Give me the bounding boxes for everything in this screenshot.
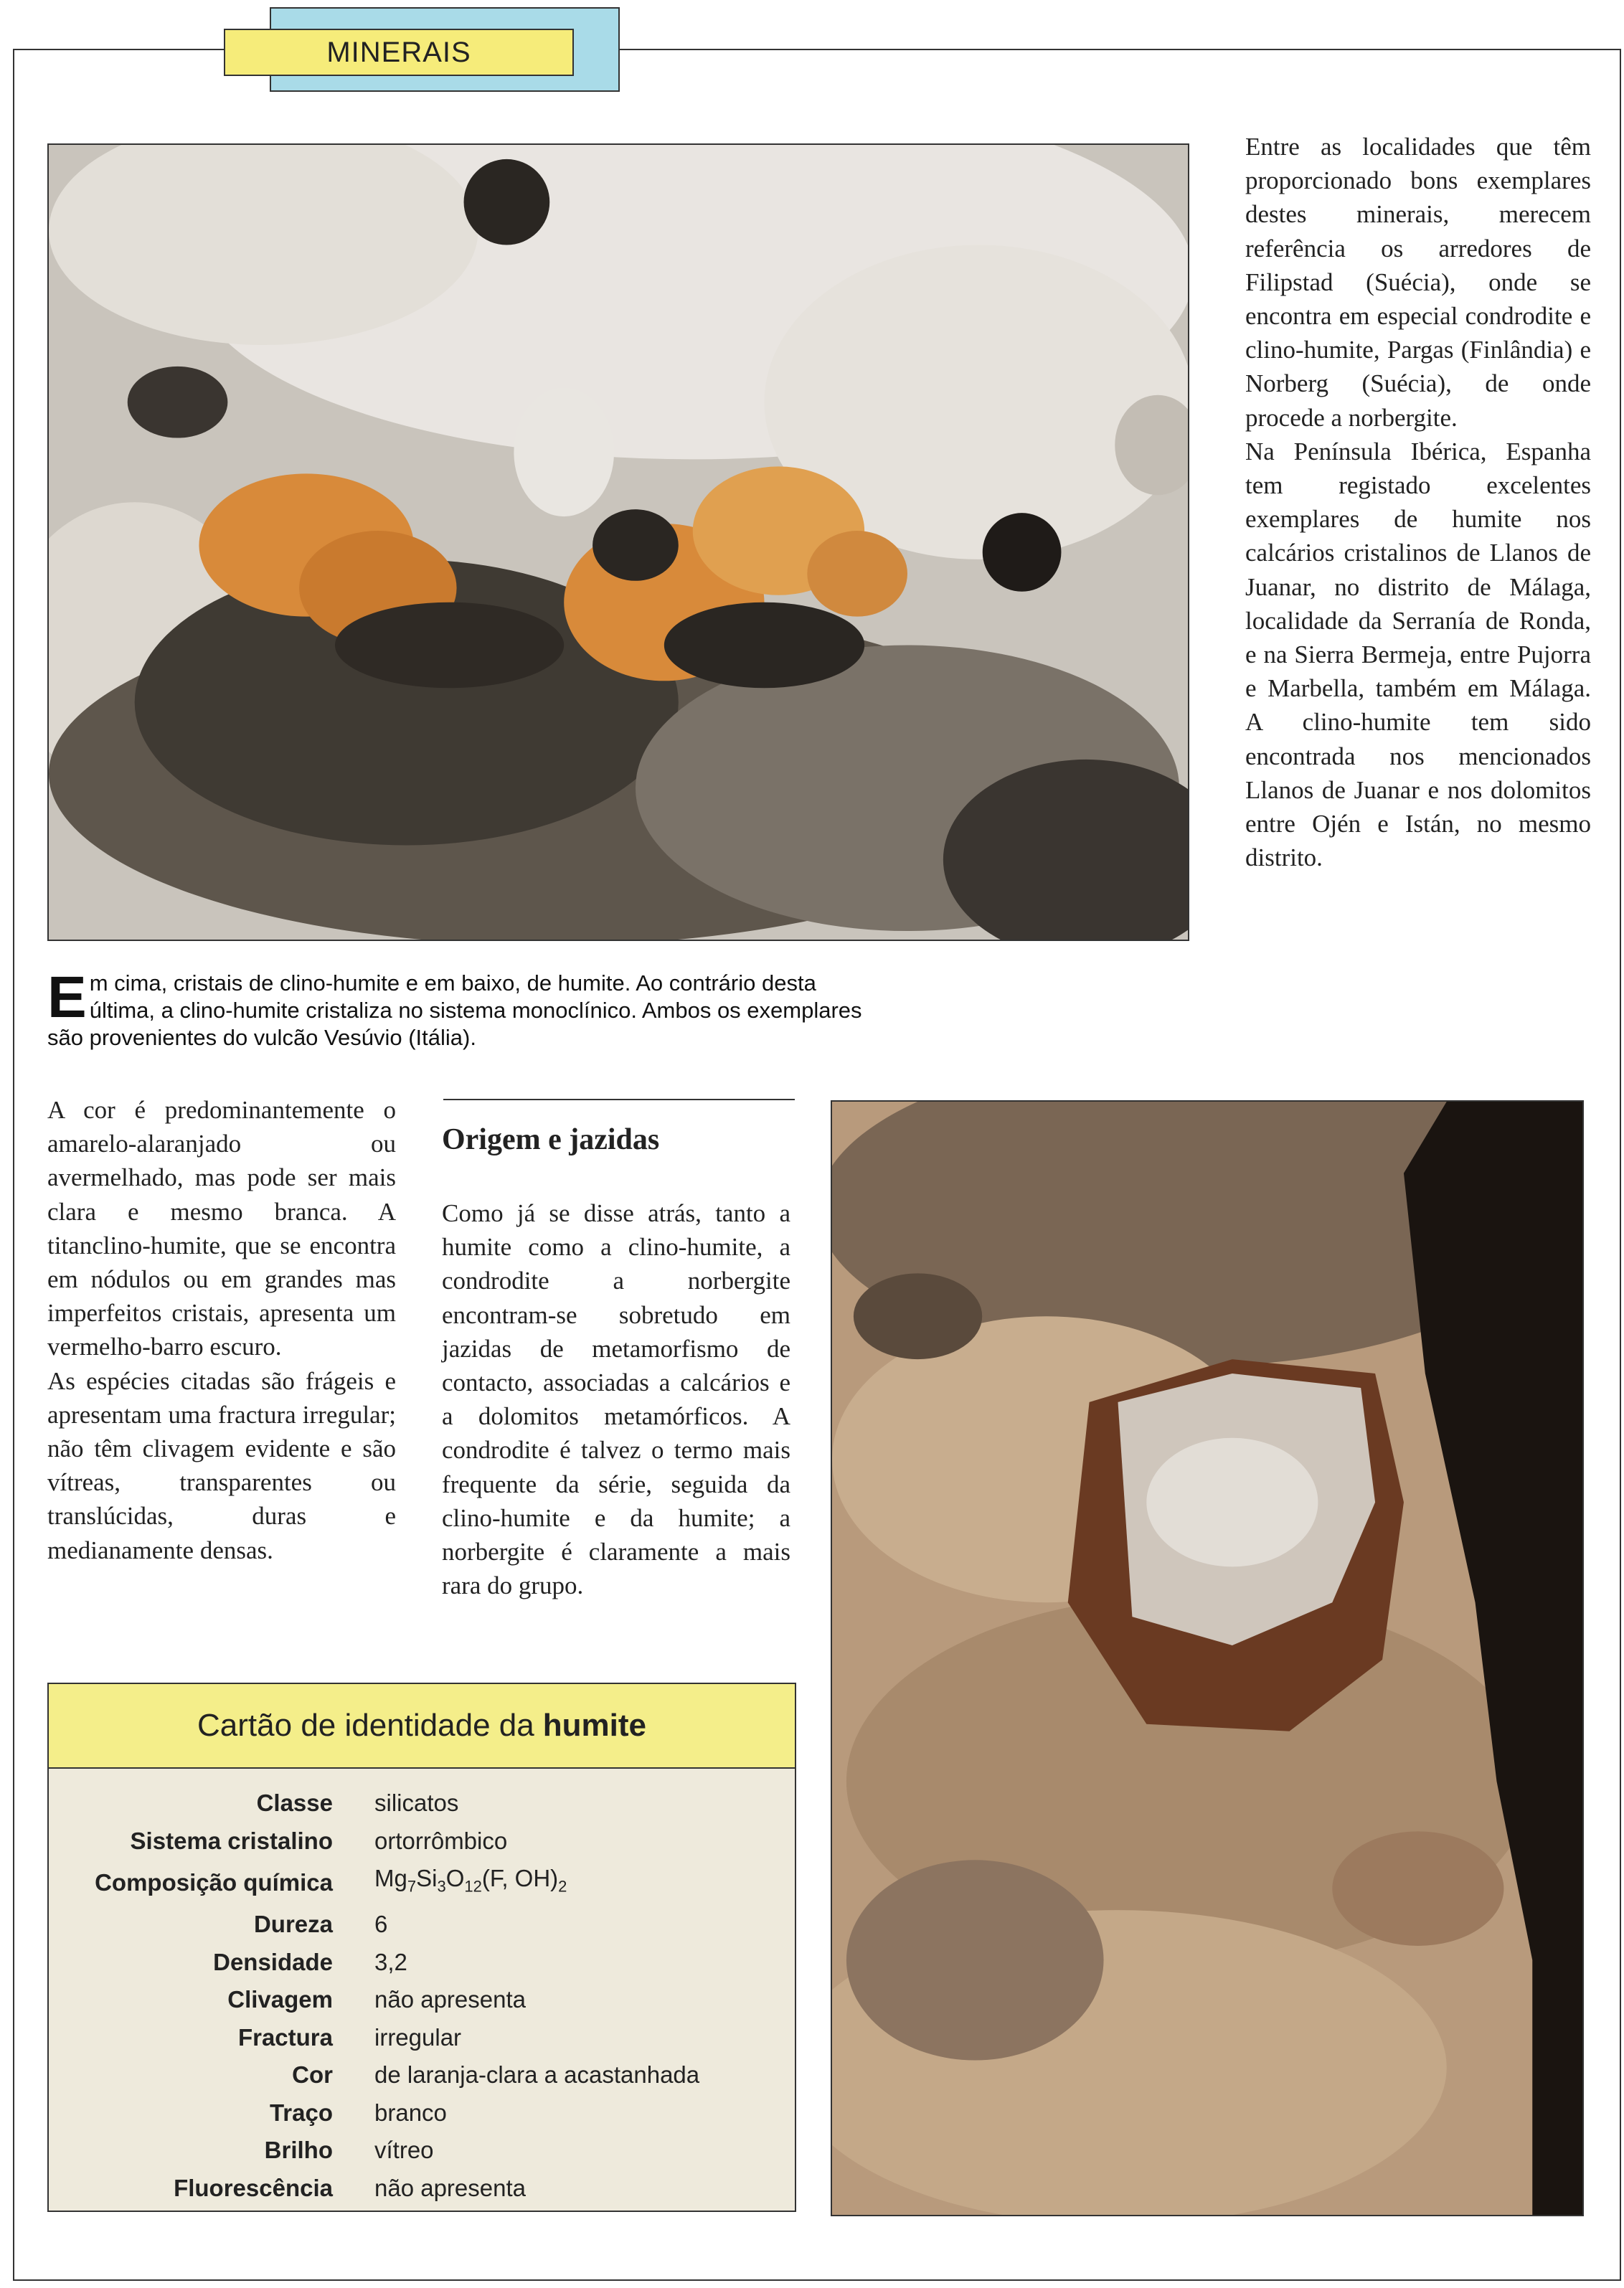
property-value: 6 — [374, 1911, 388, 1938]
paragraph: A cor é predominantemente o amarelo-alaranjado ou avermelhado, mas pode ser mais clara e mesmo branca. A titanclino-humite, que se encontra em nódulos ou em grandes mas imperfeitos cristais, apresenta um vermelho-barro escuro. — [47, 1096, 396, 1361]
paragraph: As espécies citadas são frágeis e apresentam uma fractura irregular; não têm clivagem evidente e são vítreas, transparentes ou translúcidas, duras e medianamente densas. — [47, 1366, 396, 1564]
top-mineral-photo — [47, 143, 1189, 941]
property-label: Densidade — [213, 1948, 333, 1975]
property-label: Classe — [256, 1790, 333, 1816]
property-label: Dureza — [253, 1911, 333, 1938]
top-mineral-illustration — [49, 145, 1188, 940]
identity-card-row — [49, 2132, 795, 2170]
property-value: irregular — [374, 2023, 462, 2051]
bottom-mineral-illustration — [832, 1102, 1582, 2215]
property-label: Fluorescência — [174, 2174, 333, 2201]
identity-card-row — [49, 1981, 795, 2019]
identity-card — [47, 1683, 796, 2212]
section-tab: MINERAIS — [224, 29, 574, 76]
property-label: Cor — [292, 2061, 333, 2089]
property-value: vítreo — [374, 2137, 434, 2164]
identity-card-row — [49, 2170, 795, 2208]
identity-card-row — [49, 2019, 795, 2057]
section-divider — [443, 1099, 795, 1100]
paragraph: Como já se disse atrás, tanto a humite como a clino-humite, a condrodite a norbergite encontram-se sobretudo em jazidas de metamorfismo de contacto, associadas a calcários e a dolomitos metamórficos. A condrodite é talvez o termo mais frequente da série, seguida da clino-humite e da humite; a norbergite é claramente a mais rara do grupo. — [442, 1199, 790, 1600]
property-value: silicatos — [374, 1790, 459, 1816]
top-right-text — [1245, 130, 1591, 874]
property-value: de laranja-clara a acastanhada — [374, 2061, 700, 2089]
property-value: 3,2 — [374, 1948, 407, 1975]
property-label: Clivagem — [227, 1986, 333, 2013]
identity-card-title — [49, 1684, 795, 1769]
property-value: não apresenta — [374, 2174, 527, 2201]
identity-card-row — [49, 2056, 795, 2094]
identity-card-row — [49, 1860, 795, 1906]
identity-card-title-prefix: Cartão de identidade da — [197, 1708, 534, 1743]
section-text — [442, 1196, 790, 1602]
identity-card-table — [49, 1784, 795, 2207]
caption-text: m cima, cristais de clino-humite e em baixo, de humite. Ao contrário desta última, a clino-humite cristaliza no sistema monoclínico. Ambos os exemplares são provenientes do vulcão Vesúvio (Itália). — [47, 970, 862, 1050]
identity-card-row — [49, 2094, 795, 2132]
caption-dropcap: E — [47, 965, 87, 1030]
identity-card-row — [49, 1906, 795, 1944]
photo-caption — [47, 965, 872, 1051]
identity-card-row — [49, 1944, 795, 1982]
property-label: Fractura — [237, 2023, 333, 2051]
paragraph: Na Península Ibérica, Espanha tem registado excelentes exemplares de humite nos calcários cristalinos de Llanos de Juanar, no distrito de Málaga, localidade da Serranía de Ronda, e na Sierra Bermeja, entre Pujorra e Marbella, também em Málaga. A clino-humite tem sido encontrada nos mencionados Llanos de Juanar e nos dolomitos entre Ojén e Istán, no mesmo distrito. — [1245, 437, 1591, 872]
property-label: Traço — [269, 2099, 333, 2126]
left-column-text — [47, 1093, 396, 1567]
identity-card-title-mineral: humite — [542, 1708, 646, 1743]
property-value: $Mg_7Si_3O_{12}(F$, $OH)_2$ — [374, 1865, 567, 1896]
section-heading: Origem e jazidas — [442, 1123, 660, 1156]
identity-card-row — [49, 1784, 795, 1823]
property-value: branco — [374, 2099, 447, 2126]
property-label: Brilho — [264, 2137, 333, 2164]
property-value: não apresenta — [374, 1986, 527, 2013]
property-label: Composição química — [95, 1868, 333, 1896]
paragraph: Entre as localidades que têm proporcionado bons exemplares destes minerais, merecem referência os arredores de Filipstad (Suécia), onde se encontra em especial condrodite e clino-humite, Pargas (Finlândia) e Norberg (Suécia), de onde procede a norbergite. — [1245, 133, 1591, 432]
property-value: ortorrômbico — [374, 1827, 508, 1854]
property-label: Sistema cristalino — [130, 1827, 333, 1854]
identity-card-row — [49, 1823, 795, 1861]
bottom-mineral-photo — [831, 1100, 1584, 2216]
